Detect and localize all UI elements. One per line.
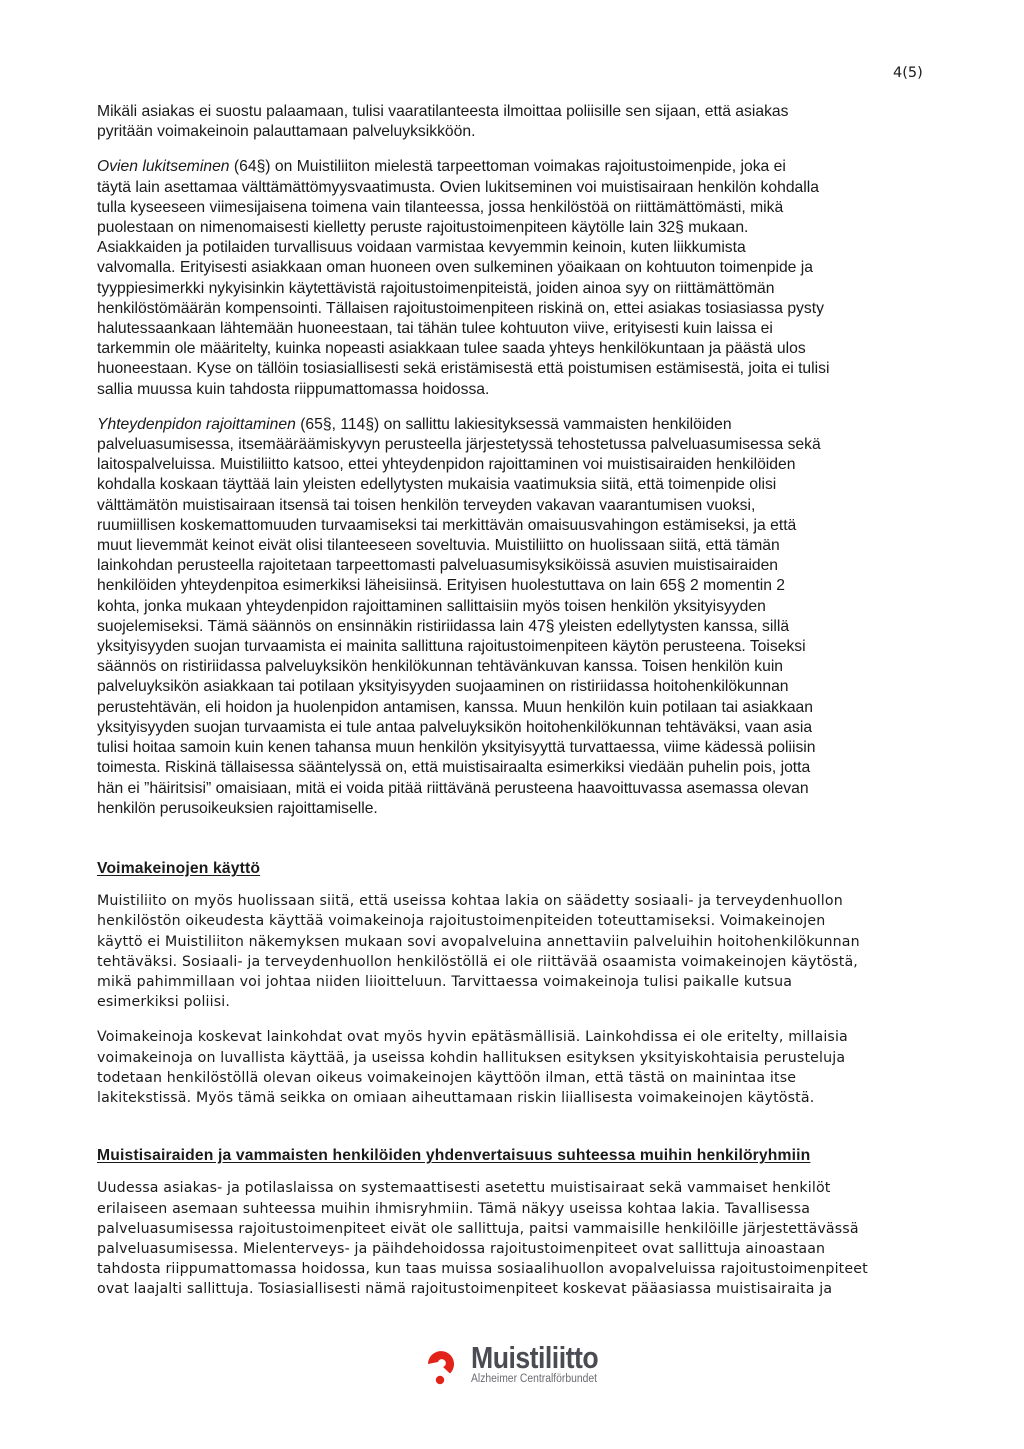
logo-text xyxy=(471,1339,619,1386)
paragraph-return-to-unit: Mikäli asiakas ei suostu palaamaan, tulisi vaaratilanteesta ilmoittaa poliisille sen sijaan, että asiakas pyritään voimakeinoin palauttamaan palveluyksikköön. xyxy=(97,103,789,141)
document-body xyxy=(97,102,929,1300)
paragraph-door-locking xyxy=(97,157,929,399)
paragraph-contact-restriction-text: (65§, 114§) on sallittu lakiesityksessä vammaisten henkilöiden palveluasumisessa, itsemääräämiskyvyn perusteella järjestetyssä tehostetussa palveluasumisessa sekä laitospalveluissa. Muistiliitto katsoo, ettei yhteydenpidon rajoittaminen voi muistisairaiden henkilöiden kohdalla koskaan täyttää lain yleisten edellytysten mukaisia vaatimuksia siitä, että toimenpide olisi välttämätön muistisairaan itsensä tai toisen henkilön terveyden vakavan vaarantumisen vuoksi, ruumiillisen koskemattomuuden turvaamiseksi tai merkittävän omaisuusvahingon estämiseksi, ja että muut lievemmät keinot eivät olisi tilanteeseen soveltuvia. Muistiliitto on huolissaan siitä, että tämän lainkohdan perusteella rajoitetaan tarpeettomasti palveluasumisyksiköissä asuvien muistisairaiden henkilöiden yhteydenpitoa esimerkiksi läheisiinsä. Erityisen huolestuttava on lain 65§ 2 momentin 2 kohta, jonka mukaan yhteydenpidon rajoittaminen sallittaisiin myös toisen henkilön yksityisyyden suojelemiseksi. Tämä säännös on ensinnäkin ristiriidassa lain 47§ yleisten edellytysten kanssa, sillä yksityisyyden suojan turvaamista ei mainita sallittuna rajoitustoimenpiteen käytön perusteena. Toiseksi säännös on ristiriidassa palveluyksikön henkilökunnan tehtävänkuvan kanssa. Toisen henkilön kuin palveluyksikön asiakkaan tai potilaan yksityisyyden suojaaminen on ristiriidassa hoitohenkilökunnan perustehtävän, eli hoidon ja huolenpidon antamisen, kanssa. Muun henkilön kuin potilaan tai asiakkaan yksityisyyden suojan turvaamista ei tule antaa palveluyksikön hoitohenkilökunnan tehtäväksi, vaan asia tulisi hoitaa samoin kuin kenen tahansa muun henkilön yksityisyyttä turvattaessa, viime kädessä poliisin toimesta. Riskinä tällaisessa sääntelyssä on, että muistisairaalta esimerkiksi viedään puhelin pois, jotta hän ei ”häiritsisi” omaisiaan, mitä ei voida pitää riittävänä perusteena haavoittuvassa asemassa olevan henkilön perusoikeuksien rajoittamiselle. xyxy=(97,415,821,817)
section-restrictions xyxy=(97,102,929,819)
logo-subtitle: Alzheimer Centralförbundet xyxy=(471,1372,597,1385)
muistiliitto-logo xyxy=(419,1339,619,1386)
term-contact-restriction: Yhteydenpidon rajoittaminen xyxy=(97,415,296,433)
logo-name: Muistiliitto xyxy=(471,1339,599,1375)
paragraph-equality-1: Uudessa asiakas- ja potilaslaissa on systemaattisesti asetettu muistisairaat sekä vammaiset henkilöt erilaiseen asemaan suhteessa muihin ihmisryhmiin. Tämä näkyy useissa kohtaa lakia. Tavallisessa palveluasumisessa rajoitustoimenpiteet eivät ole sallittuja, paitsi vammaisille henkilöille järjestettävässä palveluasumisessa. Mielenterveys- ja päihdehoidossa rajoitustoimenpiteet ovat sallittuja ainoastaan tahdosta riippumattomassa hoidossa, kun taas muissa sosiaalihuollon avopalveluissa rajoitustoimenpiteet ovat laajalti sallittuja. Tosiasiallisesti nämä rajoitustoimenpiteet koskevat pääasiassa muistisairaita ja xyxy=(97,1180,868,1298)
paragraph-use-of-force-2: Voimakeinoja koskevat lainkohdat ovat myös hyvin epätäsmällisiä. Lainkohdissa ei ole eritelty, millaisia voimakeinoja on luvallista käyttää, ja useissa kohdin hallituksen esityksen yksityiskohtaisia perusteluja todetaan henkilöstöllä olevan oikeus voimakeinojen käyttöön ilman, että tästä on mainintaa itse lakitekstissä. Myös tämä seikka on omiaan aiheuttamaan riskin liiallisesta voimakeinojen käytöstä. xyxy=(97,1029,848,1106)
heading-use-of-force: Voimakeinojen käyttö xyxy=(97,859,261,877)
term-door-locking: Ovien lukitseminen xyxy=(97,158,230,176)
heading-equality: Muistisairaiden ja vammaisten henkilöiden yhdenvertaisuus suhteessa muihin henkilöryhmiin xyxy=(97,1147,811,1165)
section-equality xyxy=(97,1178,929,1299)
paragraph-use-of-force-1: Muistiliito on myös huolissaan siitä, että useissa kohtaa lakia on säädetty sosiaali- ja terveydenhuollon henkilöstön oikeudesta käyttää voimakeinoja rajoitustoimenpiteiden toteuttamiseksi. Voimakeinojen käyttö ei Muistiliiton näkemyksen mukaan sovi avopalveluina annettaviin palveluihin hoitohenkilökunnan tehtäväksi. Sosiaali- ja terveydenhuollon henkilöstöllä ei ole riittävää osaamista voimakeinojen käytöstä, mikä pahimmillaan voi johtaa niiden liioitteluun. Tarvittaessa voimakeinoja tulisi paikalle kutsua esimerkiksi poliisi. xyxy=(97,893,860,1011)
section-use-of-force xyxy=(97,891,929,1108)
muistiliitto-logo-icon xyxy=(419,1342,463,1386)
paragraph-door-locking-text: (64§) on Muistiliiton mielestä tarpeettoman voimakas rajoitustoimenpide, joka ei täytä lain asettamaa välttämättömyysvaatimusta. Ovien lukitseminen voi muistisairaan henkilön kohdalla tulla kyseeseen viimesijaisena toimena vain tilanteessa, jossa henkilöstöä on riittämättömästi, mikä puolestaan on nimenomaisesti kielletty peruste rajoitustoimenpiteen käytölle lain 32§ mukaan. Asiakkaiden ja potilaiden turvallisuus voidaan varmistaa kevyemmin keinoin, kuten liikkumista valvomalla. Erityisesti asiakkaan oman huoneen oven sulkeminen yöaikaan on kohtuuton toimenpide ja tyyppiesimerkki nykyisinkin käytettävistä rajoitustoimenpiteistä, joiden ainoa syy on riittämättömän henkilöstömäärän kompensointi. Tällaisen rajoitustoimenpiteen riskinä on, ettei asiakas tosiasiassa pysty halutessaankaan lähtemään huoneestaan, tai tähän tulee kohtuuton viive, erityisesti kuin laissa ei tarkemmin ole määritelty, kuinka nopeasti asiakkaan tulee saada yhteys henkilökuntaan ja päästä ulos huoneestaan. Kyse on tällöin tosiasiallisesti sekä eristämisestä että poistumisen estämisestä, joita ei tulisi sallia muussa kuin tahdosta riippumattomassa hoidossa. xyxy=(97,158,830,398)
page-number: 4(5) xyxy=(893,65,923,81)
paragraph-contact-restriction xyxy=(97,415,929,819)
